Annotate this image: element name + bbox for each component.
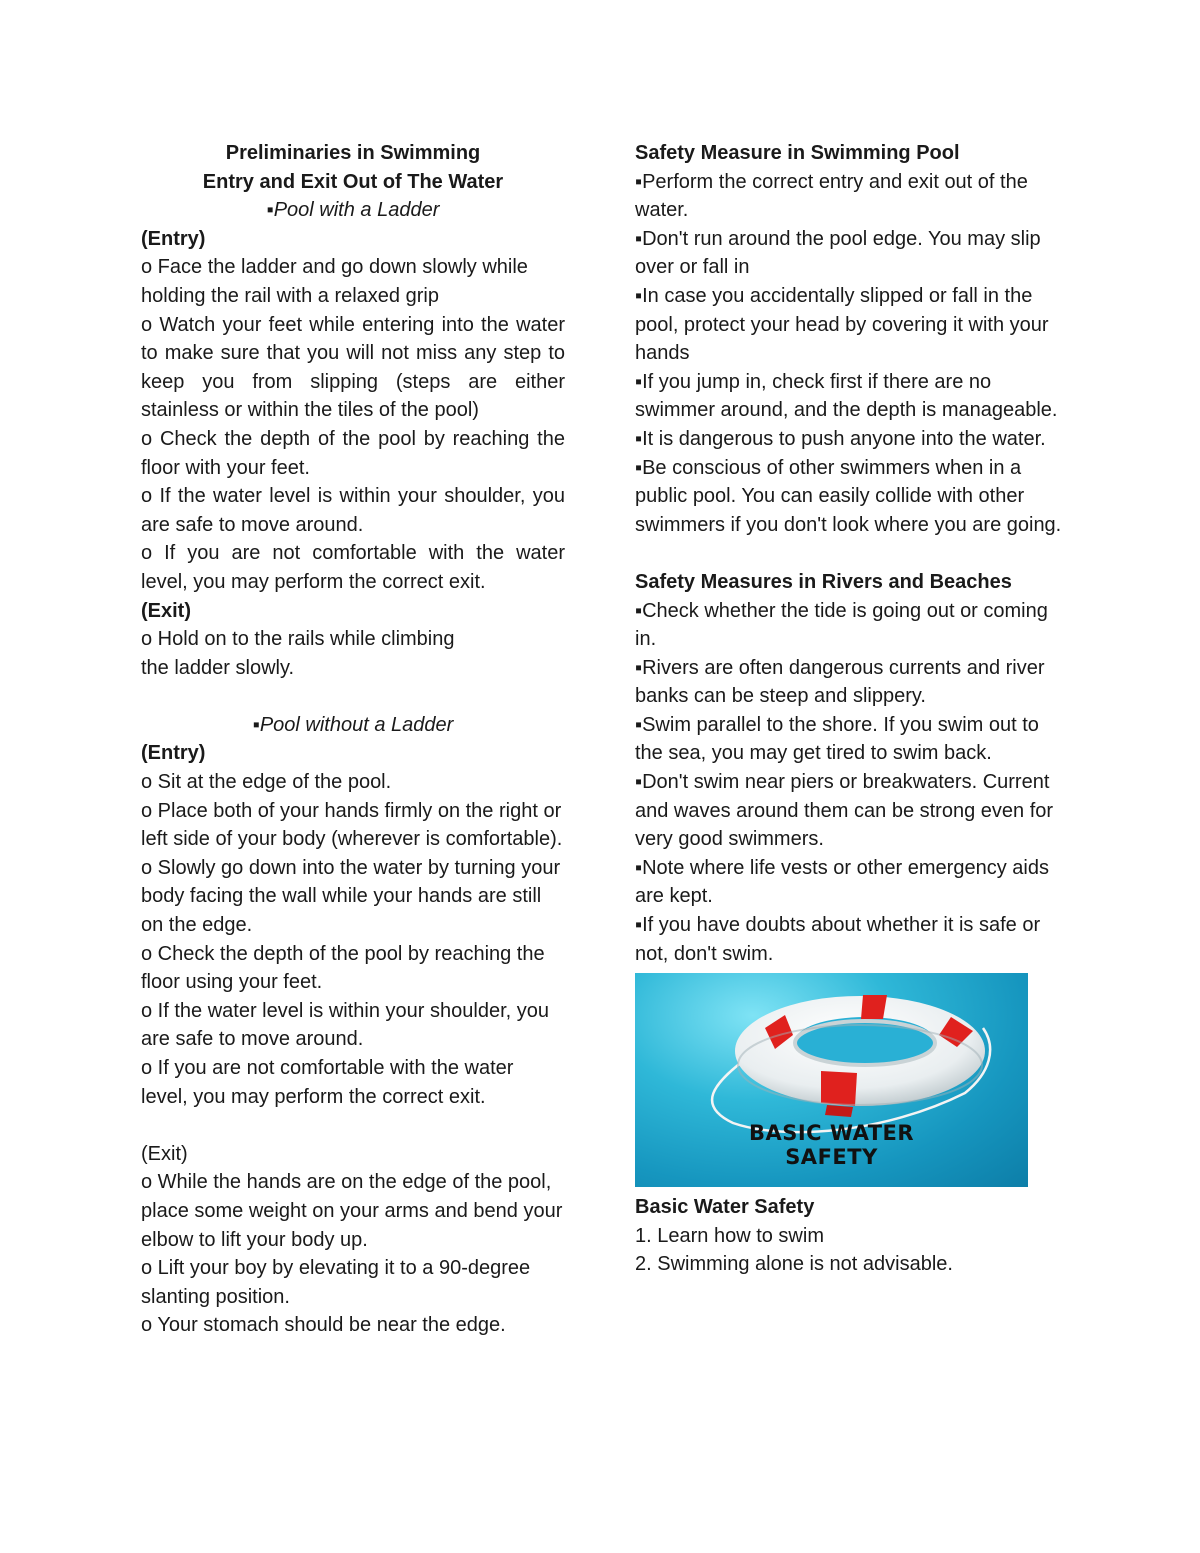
list-item: ▪ Check whether the tide is going out or coming in.	[635, 597, 1065, 654]
list-item: ▪ Don't run around the pool edge. You may slip over or fall in	[635, 225, 1065, 282]
list-item: o Check the depth of the pool by reaching the floor with your feet.	[141, 427, 565, 479]
list-item: ▪ It is dangerous to push anyone into the water.	[635, 425, 1065, 454]
list-item: ▪ If you have doubts about whether it is safe or not, don't swim.	[635, 911, 1065, 968]
spacer	[141, 682, 565, 711]
entry-label: (Entry)	[141, 227, 206, 250]
list-item: o Watch your feet while entering into the water to make sure that you will not miss any step to keep you from slipping (steps are either stainless or within the tiles of the pool)	[141, 313, 565, 422]
list-item: o If you are not comfortable with the water level, you may perform the correct exit.	[141, 542, 565, 593]
section-title: Entry and Exit Out of The Water	[202, 170, 504, 193]
list-item: o If the water level is within your shoulder, you are safe to move around.	[141, 999, 549, 1051]
list-item: o If the water level is within your shoulder, you are safe to move around.	[141, 485, 565, 536]
image-caption-line1: BASIC WATER	[748, 1121, 915, 1146]
right-column	[635, 139, 1065, 1279]
exit-label: (Exit)	[141, 1142, 188, 1165]
list-item: o Hold on to the rails while climbing	[141, 628, 455, 651]
list-item: o If you are not comfortable with the water level, you may perform the correct exit.	[141, 1057, 514, 1108]
river-safety-heading: Safety Measures in Rivers and Beaches	[635, 570, 1012, 593]
list-item: o Face the ladder and go down slowly while holding the rail with a relaxed grip	[141, 256, 528, 307]
left-column	[141, 139, 565, 1340]
list-item: o Lift your boy by elevating it to a 90-degree slanting position.	[141, 1257, 531, 1308]
list-item: o While the hands are on the edge of the pool, place some weight on your arms and bend your elbow to lift your body up.	[141, 1171, 563, 1251]
list-item: 1. Learn how to swim	[635, 1224, 824, 1247]
spacer	[141, 1111, 565, 1140]
list-item: ▪ Swim parallel to the shore. If you swim out to the sea, you may get tired to swim back.	[635, 711, 1065, 768]
pool-safety-heading: Safety Measure in Swimming Pool	[635, 142, 960, 164]
spacer	[635, 539, 1065, 568]
list-item: ▪ Note where life vests or other emergency aids are kept.	[635, 854, 1065, 911]
list-item: 2. Swimming alone is not advisable.	[635, 1253, 953, 1276]
basic-water-safety-image	[635, 973, 1028, 1187]
list-item: ▪ Be conscious of other swimmers when in a public pool. You can easily collide with other swimmers if you don't look where you are going.	[635, 454, 1065, 540]
list-item-continuation: the ladder slowly.	[141, 656, 295, 679]
basic-safety-heading: Basic Water Safety	[635, 1196, 815, 1219]
subheading-pool-without-ladder: ▪ Pool without a Ladder	[141, 711, 565, 740]
list-item: o Place both of your hands firmly on the right or left side of your body (wherever is comfortable).	[141, 799, 563, 851]
image-caption-line2: SAFETY	[785, 1145, 878, 1170]
list-item: ▪ Perform the correct entry and exit out of the water.	[635, 168, 1065, 225]
document-title: Preliminaries in Swimming	[225, 142, 481, 164]
list-item: ▪ Rivers are often dangerous currents and river banks can be steep and slippery.	[635, 654, 1065, 711]
list-item: ▪ Don't swim near piers or breakwaters. Current and waves around them can be strong even for very good swimmers.	[635, 768, 1065, 854]
exit-label: (Exit)	[141, 599, 191, 622]
list-item: o Check the depth of the pool by reaching the floor using your feet.	[141, 942, 545, 994]
list-item: o Slowly go down into the water by turning your body facing the wall while your hands are still on the edge.	[141, 856, 561, 937]
entry-label: (Entry)	[141, 742, 206, 765]
list-item: ▪ If you jump in, check first if there are no swimmer around, and the depth is manageable.	[635, 368, 1065, 425]
subheading-pool-with-ladder: ▪ Pool with a Ladder	[141, 196, 565, 225]
list-item: ▪ In case you accidentally slipped or fall in the pool, protect your head by covering it with your hands	[635, 282, 1065, 368]
list-item: o Your stomach should be near the edge.	[141, 1314, 506, 1337]
list-item: o Sit at the edge of the pool.	[141, 771, 392, 794]
